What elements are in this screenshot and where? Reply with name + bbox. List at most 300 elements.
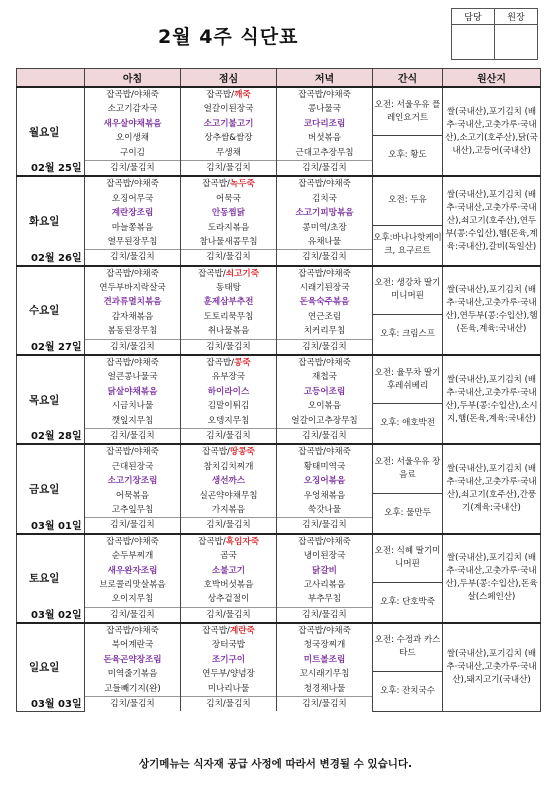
lunch-item <box>181 549 276 563</box>
menu-text: 잡곡밥/ <box>197 536 226 547</box>
origin-cell: 쌀(국내산),포기김치 (배추·국내산,고춧가루·국내산),쇠고기(호주산),연두부(콩:수입산),햄(돈육,계육:국내산),갈비(독일산) <box>443 176 541 265</box>
menu-text: 연근조림 <box>307 311 342 322</box>
menu-text: 돈육곤약장조림 <box>103 654 162 665</box>
menu-text: 오이생채 <box>115 133 150 144</box>
menu-text: 잡곡밥/ <box>202 447 230 458</box>
dinner-item <box>277 428 372 443</box>
breakfast-item <box>85 206 180 220</box>
day-name: 수요일 <box>29 304 60 317</box>
dinner-item <box>277 356 372 370</box>
menu-text: 도라지볶음 <box>207 222 250 233</box>
snack-morning: 오전: 서울우유 플레인요거트 <box>373 87 443 136</box>
menu-text: 미역줄기볶음 <box>107 669 158 680</box>
menu-text: 버섯볶음 <box>307 133 342 144</box>
lunch-item <box>181 460 276 474</box>
menu-text: 오징어볶음 <box>303 476 346 487</box>
snack-afternoon: 오후: 단호박죽 <box>373 582 443 623</box>
lunch-item <box>181 535 276 549</box>
menu-text: 장터국밥 <box>211 640 246 651</box>
breakfast-item <box>85 324 180 338</box>
dinner-item <box>277 370 372 384</box>
breakfast-item <box>85 624 180 638</box>
menu-text: 오뎅지무침 <box>207 415 250 426</box>
snack-morning: 오전: 율무차 딸기후레쉬베리 <box>373 355 443 404</box>
lunch-item <box>181 696 276 711</box>
day-cell <box>17 87 85 176</box>
dinner-cell <box>277 87 373 176</box>
lunch-item <box>181 249 276 264</box>
menu-text: 안동찜닭 <box>211 208 246 219</box>
menu-text: 생선까스 <box>211 476 246 487</box>
snack-afternoon: 오후: 물만두 <box>373 493 443 534</box>
menu-text: 황태미역국 <box>303 461 346 472</box>
menu-text: 어묵국 <box>216 193 241 204</box>
dinner-item <box>277 146 372 160</box>
breakfast-item <box>85 474 180 488</box>
breakfast-cell <box>85 534 181 623</box>
menu-porridge-text: 계란죽 <box>229 626 255 637</box>
breakfast-item <box>85 370 180 384</box>
menu-text: 우엉채볶음 <box>303 490 346 501</box>
menu-text: 견과류멸치볶음 <box>103 297 162 308</box>
menu-text: 마늘쫑볶음 <box>111 222 154 233</box>
snack-morning: 오전: 두유 <box>373 176 443 225</box>
breakfast-item <box>85 117 180 131</box>
menu-text: 닭살야채볶음 <box>107 386 158 397</box>
origin-cell: 쌀(국내산),포기김치 (배추·국내산,고춧가루·국내산),돼지고기(국내산) <box>443 623 541 711</box>
menu-text: 고등어조림 <box>303 386 346 397</box>
menu-text: 김치국 <box>312 193 337 204</box>
lunch-item <box>181 370 276 384</box>
breakfast-cell <box>85 444 181 533</box>
menu-text: 김치/물김치 <box>302 609 347 620</box>
dinner-item <box>277 399 372 413</box>
menu-text: 김치/물김치 <box>302 341 347 352</box>
dinner-item <box>277 267 372 281</box>
menu-text: 잡곡밥/ <box>202 626 230 637</box>
dinner-item <box>277 339 372 354</box>
menu-text: 쑥갓나물 <box>307 504 342 515</box>
approval-director-label: 원장 <box>495 9 538 25</box>
dinner-item <box>277 414 372 428</box>
menu-text: 얼갈이고추장무침 <box>291 415 358 426</box>
menu-text: 김치/물김치 <box>302 520 347 531</box>
lunch-item <box>181 489 276 503</box>
header-snack: 간식 <box>373 69 443 88</box>
breakfast-item <box>85 460 180 474</box>
menu-text: 봄동된장무침 <box>107 326 158 337</box>
breakfast-item <box>85 638 180 652</box>
menu-text: 잡곡밥/야채죽 <box>298 626 351 637</box>
lunch-item <box>181 564 276 578</box>
day-name: 일요일 <box>29 661 60 674</box>
breakfast-item <box>85 192 180 206</box>
lunch-cell <box>181 623 277 711</box>
menu-porridge-text: 녹두죽 <box>229 179 255 190</box>
lunch-item <box>181 667 276 681</box>
breakfast-item <box>85 88 180 102</box>
breakfast-item <box>85 221 180 235</box>
menu-text: 새우살야채볶음 <box>103 118 162 129</box>
menu-text: 김치/물김치 <box>302 162 347 173</box>
day-date: 02월 25일 <box>31 163 82 175</box>
dinner-cell <box>277 444 373 533</box>
menu-text: 어묵볶음 <box>115 490 150 501</box>
breakfast-item <box>85 489 180 503</box>
day-name: 목요일 <box>29 394 60 407</box>
dinner-item <box>277 295 372 309</box>
breakfast-item <box>85 160 180 175</box>
lunch-item <box>181 160 276 175</box>
menu-text: 소고기불고기 <box>203 118 254 129</box>
dinner-item <box>277 592 372 606</box>
day-cell <box>17 355 85 444</box>
origin-cell: 쌀(국내산),포기김치 (배추·국내산,고춧가루·국내산),두부(콩:수입산),소시지,햄(돈육,계육:국내산) <box>443 355 541 444</box>
menu-text: 고사리볶음 <box>303 579 346 590</box>
menu-text: 브로콜리맛살볶음 <box>99 579 166 590</box>
snack-afternoon: 오후: 애호박전 <box>373 404 443 445</box>
menu-text: 김말이튀김 <box>207 401 250 412</box>
dinner-item <box>277 696 372 711</box>
lunch-item <box>181 146 276 160</box>
menu-text: 고추잎무침 <box>111 504 154 515</box>
lunch-item <box>181 607 276 622</box>
menu-text: 유채나물 <box>307 236 342 247</box>
menu-text: 김치/물김치 <box>206 609 251 620</box>
lunch-cell <box>181 266 277 355</box>
dinner-item <box>277 131 372 145</box>
dinner-cell <box>277 355 373 444</box>
header-day <box>17 69 85 88</box>
menu-text: 잡곡밥/야채죽 <box>298 268 351 279</box>
menu-text: 연두부/양념장 <box>202 669 255 680</box>
breakfast-item <box>85 667 180 681</box>
dinner-item <box>277 489 372 503</box>
lunch-item <box>181 503 276 517</box>
breakfast-item <box>85 653 180 667</box>
lunch-item <box>181 592 276 606</box>
snack-afternoon: 오후: 크림스프 <box>373 314 443 355</box>
menu-text: 참치김치찌개 <box>203 461 254 472</box>
menu-text: 곰국 <box>220 551 237 562</box>
lunch-item <box>181 385 276 399</box>
menu-text: 훈제삼부추전 <box>203 297 254 308</box>
menu-text: 잡곡밥/야채죽 <box>106 626 159 637</box>
dinner-item <box>277 653 372 667</box>
lunch-cell <box>181 87 277 176</box>
dinner-item <box>277 503 372 517</box>
lunch-item <box>181 682 276 696</box>
menu-text: 김치/물김치 <box>110 430 155 441</box>
menu-text: 콩나물국 <box>307 104 342 115</box>
menu-text: 미트볼조림 <box>303 654 346 665</box>
menu-porridge-text: 땅콩죽 <box>229 447 255 458</box>
menu-text: 근대된장국 <box>111 461 154 472</box>
lunch-item <box>181 445 276 459</box>
day-cell <box>17 623 85 711</box>
dinner-item <box>277 177 372 191</box>
menu-text: 꼬시래기무침 <box>299 669 350 680</box>
page-title: 2월 4주 식단표 <box>158 26 299 48</box>
menu-text: 소불고기 <box>211 565 246 576</box>
approval-box <box>451 8 538 60</box>
dinner-item <box>277 607 372 622</box>
breakfast-item <box>85 564 180 578</box>
lunch-item <box>181 339 276 354</box>
dinner-cell <box>277 266 373 355</box>
day-date: 03월 02일 <box>31 610 82 622</box>
menu-text: 잡곡밥/야채죽 <box>106 447 159 458</box>
menu-text: 김치/물김치 <box>206 341 251 352</box>
menu-text: 잡곡밥/ <box>197 268 226 279</box>
dinner-item <box>277 160 372 175</box>
menu-text: 시래기된장국 <box>299 283 350 294</box>
lunch-item <box>181 267 276 281</box>
menu-text: 김치/물김치 <box>110 699 155 710</box>
day-cell <box>17 266 85 355</box>
day-name: 월요일 <box>29 126 60 139</box>
menu-text: 오이볶음 <box>307 401 342 412</box>
lunch-cell <box>181 534 277 623</box>
lunch-item <box>181 221 276 235</box>
lunch-item <box>181 117 276 131</box>
menu-text: 고들빼기지(완) <box>104 683 161 694</box>
day-row-top <box>17 623 541 671</box>
lunch-item <box>181 624 276 638</box>
menu-text: 닭갈비 <box>312 565 337 576</box>
day-row-top <box>17 534 541 583</box>
menu-text: 소고기피망볶음 <box>295 208 354 219</box>
day-cell <box>17 534 85 623</box>
notice-text: 상기메뉴는 식자재 공급 사정에 따라서 변경될 수 있습니다. <box>138 758 412 770</box>
lunch-item <box>181 177 276 191</box>
breakfast-cell <box>85 623 181 711</box>
dinner-item <box>277 221 372 235</box>
dinner-item <box>277 535 372 549</box>
menu-text: 하이라이스 <box>207 386 250 397</box>
menu-text: 잡곡밥/야채죽 <box>298 358 351 369</box>
menu-text: 청경채나물 <box>303 683 346 694</box>
menu-text: 오이지무침 <box>111 594 154 605</box>
lunch-item <box>181 638 276 652</box>
dinner-item <box>277 324 372 338</box>
dinner-item <box>277 385 372 399</box>
lunch-item <box>181 578 276 592</box>
lunch-item <box>181 517 276 532</box>
menu-text: 김치/물김치 <box>206 252 251 263</box>
menu-text: 재첩국 <box>312 372 337 383</box>
menu-text: 김치/물김치 <box>302 430 347 441</box>
menu-porridge-text: 흑임자죽 <box>225 536 260 547</box>
dinner-item <box>277 249 372 264</box>
approval-manager-label: 담당 <box>452 9 495 25</box>
breakfast-item <box>85 549 180 563</box>
menu-text: 김치/물김치 <box>302 252 347 263</box>
breakfast-item <box>85 682 180 696</box>
day-cell <box>17 176 85 265</box>
menu-text: 잡곡밥/야채죽 <box>106 358 159 369</box>
menu-text: 김치/물김치 <box>206 430 251 441</box>
breakfast-item <box>85 696 180 711</box>
origin-cell: 쌀(국내산),포기김치 (배추·국내산,고춧가루·국내산),소고기(호주산),닭(국내산),고등어(국내산) <box>443 87 541 176</box>
day-row-top <box>17 355 541 404</box>
dinner-item <box>277 88 372 102</box>
lunch-item <box>181 414 276 428</box>
day-name: 금요일 <box>29 483 60 496</box>
breakfast-item <box>85 414 180 428</box>
menu-text: 구이김 <box>120 147 145 158</box>
day-date: 02월 26일 <box>31 252 82 264</box>
breakfast-item <box>85 356 180 370</box>
dinner-item <box>277 564 372 578</box>
breakfast-item <box>85 146 180 160</box>
breakfast-item <box>85 385 180 399</box>
menu-text: 소고기장조림 <box>107 476 158 487</box>
menu-text: 소고기감자국 <box>107 104 158 115</box>
lunch-item <box>181 88 276 102</box>
menu-text: 근대고추장무침 <box>295 147 354 158</box>
menu-text: 김치/물김치 <box>206 520 251 531</box>
lunch-item <box>181 356 276 370</box>
breakfast-cell <box>85 176 181 265</box>
snack-morning: 오전: 생강차 딸기미니머핀 <box>373 266 443 315</box>
header-breakfast: 아침 <box>85 69 181 88</box>
breakfast-item <box>85 249 180 264</box>
day-date: 03월 03일 <box>31 698 82 710</box>
dinner-cell <box>277 176 373 265</box>
menu-text: 연두부바지락살국 <box>99 283 166 294</box>
lunch-item <box>181 131 276 145</box>
breakfast-item <box>85 399 180 413</box>
menu-text: 동태탕 <box>216 283 241 294</box>
breakfast-item <box>85 503 180 517</box>
lunch-item <box>181 192 276 206</box>
menu-text: 상추쌈&쌈장 <box>204 133 253 144</box>
menu-text: 시금치나물 <box>111 401 154 412</box>
breakfast-cell <box>85 87 181 176</box>
breakfast-item <box>85 535 180 549</box>
menu-text: 깻잎지무침 <box>111 415 154 426</box>
day-row-top <box>17 444 541 493</box>
lunch-item <box>181 206 276 220</box>
header-dinner: 저녁 <box>277 69 373 88</box>
dinner-item <box>277 460 372 474</box>
dinner-cell <box>277 623 373 711</box>
menu-text: 감자채볶음 <box>111 311 154 322</box>
breakfast-item <box>85 310 180 324</box>
menu-text: 김치/물김치 <box>110 609 155 620</box>
lunch-cell <box>181 444 277 533</box>
day-cell <box>17 444 85 533</box>
snack-afternoon: 오후:바나나핫케이크, 요구르트 <box>373 225 443 266</box>
menu-text: 북어계란국 <box>111 640 154 651</box>
header-origin: 원산지 <box>443 69 541 88</box>
lunch-item <box>181 324 276 338</box>
menu-text: 도토리묵무침 <box>203 311 254 322</box>
menu-text: 미나리나물 <box>207 683 250 694</box>
dinner-item <box>277 445 372 459</box>
dinner-item <box>277 517 372 532</box>
menu-text: 잡곡밥/ <box>206 358 235 369</box>
menu-text: 김치/물김치 <box>110 520 155 531</box>
dinner-item <box>277 310 372 324</box>
meal-table-body <box>17 87 541 711</box>
breakfast-item <box>85 517 180 532</box>
menu-text: 무생채 <box>216 147 241 158</box>
dinner-item <box>277 235 372 249</box>
snack-morning: 오전: 서울우유 장음료 <box>373 444 443 493</box>
menu-text: 새우완자조림 <box>107 565 158 576</box>
menu-text: 잡곡밥/야채죽 <box>298 90 351 100</box>
menu-text: 잡곡밥/야채죽 <box>106 268 159 279</box>
breakfast-item <box>85 267 180 281</box>
lunch-item <box>181 428 276 443</box>
origin-cell: 쌀(국내산),포기김치 (배추·국내산,고춧가루·국내산),쇠고기(호주산),간풍기(계육:국내산) <box>443 444 541 533</box>
day-name: 토요일 <box>29 572 60 585</box>
snack-afternoon: 오후: 황도 <box>373 136 443 177</box>
menu-text: 콩미역/초장 <box>302 222 347 233</box>
lunch-item <box>181 310 276 324</box>
menu-porridge-text: 콩죽 <box>234 358 251 369</box>
day-row-top <box>17 87 541 136</box>
menu-text: 잡곡밥/야채죽 <box>298 447 351 458</box>
breakfast-cell <box>85 355 181 444</box>
origin-cell: 쌀(국내산),포기김치 (배추·국내산,고춧가루·국내산),두부(콩:수입산),돈육살(스페인산) <box>443 534 541 623</box>
dinner-item <box>277 281 372 295</box>
dinner-item <box>277 682 372 696</box>
day-name: 화요일 <box>29 215 60 228</box>
dinner-cell <box>277 534 373 623</box>
menu-text: 잡곡밥/야채죽 <box>106 179 159 190</box>
lunch-item <box>181 295 276 309</box>
menu-text: 참나물새콤무침 <box>199 236 258 247</box>
menu-text: 계란장조림 <box>111 208 154 219</box>
menu-text: 조기구이 <box>211 654 246 665</box>
menu-text: 취나물볶음 <box>207 326 250 337</box>
menu-text: 치커리무침 <box>303 326 346 337</box>
header-lunch: 점심 <box>181 69 277 88</box>
origin-cell: 쌀(국내산),포기김치 (배추·국내산,고춧가루·국내산),연두부(콩:수입산),햄(돈육,계육:국내산) <box>443 266 541 355</box>
breakfast-item <box>85 102 180 116</box>
header-row <box>17 69 541 88</box>
breakfast-cell <box>85 266 181 355</box>
menu-porridge-text: 깨죽 <box>234 90 251 100</box>
menu-text: 잡곡밥/ <box>202 179 230 190</box>
approval-director-sign <box>495 25 538 60</box>
dinner-item <box>277 624 372 638</box>
meal-table <box>16 68 541 712</box>
menu-text: 호박버섯볶음 <box>203 579 254 590</box>
menu-text: 김치/물김치 <box>302 699 347 710</box>
menu-text: 돈육숙주볶음 <box>299 297 350 308</box>
breakfast-item <box>85 607 180 622</box>
lunch-item <box>181 474 276 488</box>
lunch-item <box>181 102 276 116</box>
breakfast-item <box>85 131 180 145</box>
lunch-cell <box>181 355 277 444</box>
breakfast-item <box>85 445 180 459</box>
menu-text: 순두부찌개 <box>111 551 154 562</box>
day-row-top <box>17 176 541 225</box>
approval-manager-sign <box>452 25 495 60</box>
menu-text: 열무된장무침 <box>107 236 158 247</box>
snack-morning: 오전: 식혜 딸기미니머핀 <box>373 534 443 583</box>
menu-text: 잡곡밥/야채죽 <box>298 536 351 547</box>
menu-text: 잡곡밥/ <box>206 90 235 100</box>
dinner-item <box>277 549 372 563</box>
breakfast-item <box>85 177 180 191</box>
menu-text: 김치/물김치 <box>110 341 155 352</box>
